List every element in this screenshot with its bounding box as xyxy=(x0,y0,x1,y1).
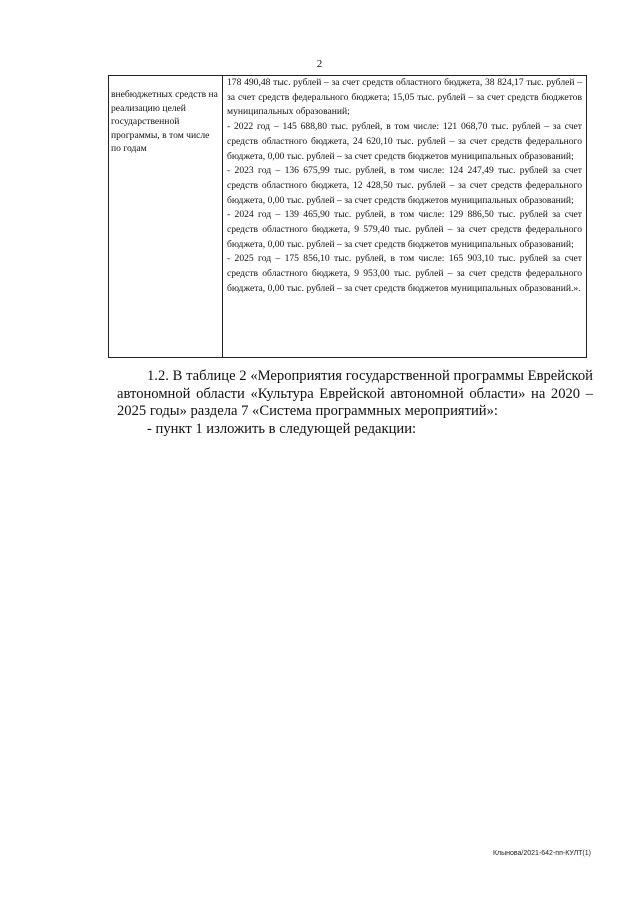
table-cell-label xyxy=(109,76,223,358)
table-cell-values xyxy=(223,76,587,358)
table-row xyxy=(109,76,587,358)
page-number: 2 xyxy=(316,58,323,70)
funding-line-2024: - 2024 год – 139 465,90 тыс. рублей, в том числе: 129 886,50 тыс. рублей за счет средств областного бюджета, 9 579,40 тыс. рублей – за счет средств федерального бюджета, 0,00 тыс. рублей – за счет средств бюджетов муниципальных образований; xyxy=(227,209,582,250)
funding-line-2022: - 2022 год – 145 688,80 тыс. рублей, в том числе: 121 068,70 тыс. рублей – за счет средств областного бюджета, 24 620,10 тыс. рублей – за счет средств федерального бюджета, 0,00 тыс. рублей – за счет средств бюджетов муниципальных образований; xyxy=(227,121,582,162)
budget-table xyxy=(108,75,587,358)
document-reference: Клынова/2021-642-пп-КУЛТ(1) xyxy=(492,850,591,857)
amendment-paragraph: 1.2. В таблице 2 «Мероприятия государственной программы Еврейской автономной области «Культура Еврейской автономной области» на 2020 – 2025 годы» раздела 7 «Система программных мероприятий»: xyxy=(117,368,593,419)
funding-label: внебюджетных средств на реализацию целей государственной программы, в том числе по годам xyxy=(111,89,218,155)
funding-line-2023: - 2023 год – 136 675,99 тыс. рублей, в том числе: 124 247,49 тыс. рублей за счет средств областного бюджета, 12 428,50 тыс. рублей – за счет средств федерального бюджета, 0,00 тыс. рублей – за счет средств бюджетов муниципальных образований; xyxy=(227,165,582,206)
amendment-instruction: - пункт 1 изложить в следующей редакции: xyxy=(147,421,417,437)
funding-line-2025: - 2025 год – 175 856,10 тыс. рублей, в том числе: 165 903,10 тыс. рублей за счет средств областного бюджета, 9 953,00 тыс. рублей – за счет средств федерального бюджета, 0,00 тыс. рублей – за счет средств бюджетов муниципальных образований.». xyxy=(227,253,582,294)
funding-line-total: 178 490,48 тыс. рублей – за счет средств областного бюджета, 38 824,17 тыс. рублей – за счет средств федерального бюджета; 15,05 тыс. рублей – за счет средств бюджетов муниципальных образований; xyxy=(227,77,582,118)
